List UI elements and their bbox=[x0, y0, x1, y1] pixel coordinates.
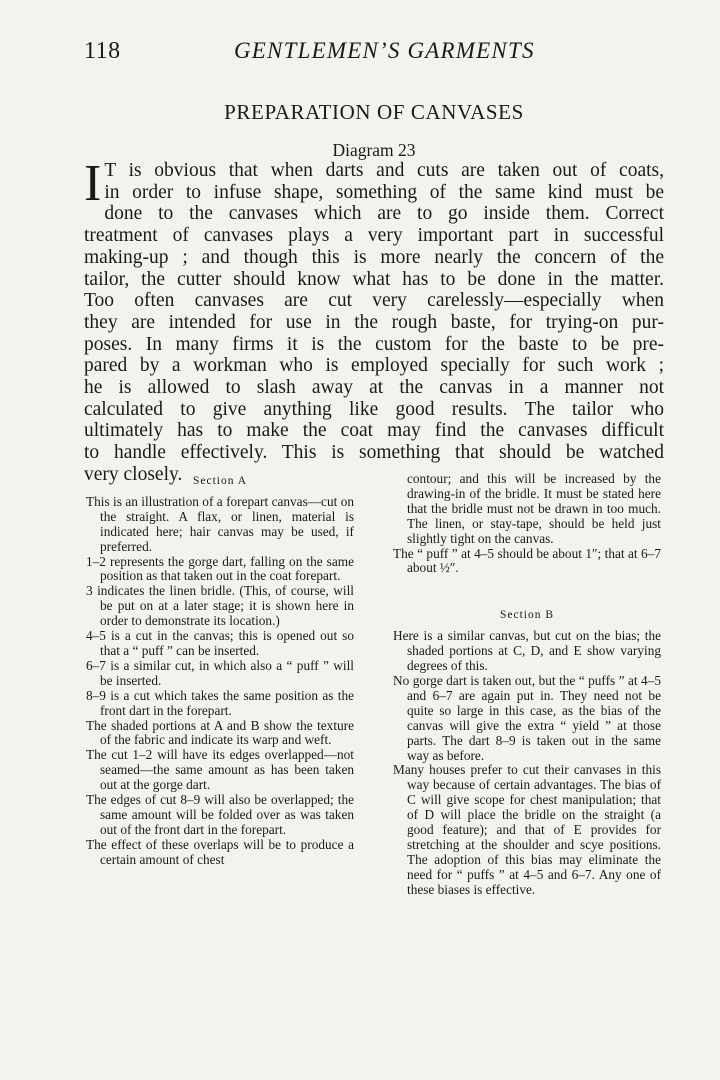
right-column bbox=[393, 472, 661, 898]
section-spacer bbox=[393, 576, 661, 606]
page-header bbox=[84, 38, 664, 64]
intro-line: they are intended for use in the rough baste, for trying-on pur- bbox=[84, 311, 664, 333]
section-b-paragraph: Here is a similar canvas, but cut on the bias; the shaded portions at C, D, and E show varying degrees of this. bbox=[393, 628, 661, 674]
intro-paragraph bbox=[84, 155, 664, 486]
section-a-continued-paragraph: contour; and this will be increased by the drawing-in of the bridle. It must be stated here that the bridle must not be drawn in too much. The linen, or stay-tape, should be held just slightly tight on the canvas. bbox=[407, 471, 661, 546]
section-a-paragraph: This is an illustration of a forepart canvas—cut on the straight. A flax, or linen, material is indicated here; hair canvas may be used, if preferred. bbox=[86, 493, 354, 554]
section-a-heading: Section A bbox=[192, 475, 248, 487]
section-a-paragraph: The cut 1–2 will have its edges overlapped—not seamed—the same amount as has been taken out at the gorge dart. bbox=[86, 747, 354, 793]
intro-line: he is allowed to slash away at the canvas in a manner not bbox=[84, 377, 664, 399]
section-a-paragraph: 8–9 is a cut which takes the same position as the front dart in the forepart. bbox=[86, 687, 354, 718]
intro-line: pared by a workman who is employed specially for such work ; bbox=[84, 355, 664, 377]
section-b-heading: Section B bbox=[499, 609, 555, 622]
section-title: PREPARATION OF CANVASES bbox=[224, 100, 524, 124]
section-a-paragraph: The edges of cut 8–9 will also be overlapped; the same amount will be folded over as was taken out of the front dart in the forepart. bbox=[86, 792, 354, 837]
section-b-paragraph: Many houses prefer to cut their canvases in this way because of certain advantages. The bias of C will give scope for chest manipulation; that of D will place the bridle on the straight (a good feature); and that of E provides for stretching at the shoulder and scye positions. The adoption of this bias may eliminate the need for “ puffs ” at 4–5 and 6–7. Any one of these biases is effective. bbox=[393, 762, 661, 897]
section-b-paragraph: No gorge dart is taken out, but the “ puffs ” at 4–5 and 6–7 are again put in. They need not be quite so large in this case, as the bias of the canvas will give the extra “ yield ” at those parts. The dart 8–9 is taken out in the same way as before. bbox=[393, 672, 661, 763]
left-column bbox=[86, 472, 354, 868]
section-a-paragraph: The shaded portions at A and B show the texture of the fabric and indicate its warp and weft. bbox=[86, 717, 354, 748]
intro-line: in order to infuse shape, something of the same kind must be bbox=[104, 181, 664, 203]
intro-line: making-up ; and though this is more nearly the concern of the bbox=[84, 246, 664, 268]
section-a-paragraph: 1–2 represents the gorge dart, falling on the same position as that taken out in the coat forepart. bbox=[86, 553, 354, 584]
drop-cap: I bbox=[84, 155, 102, 212]
section-a-paragraph: 6–7 is a similar cut, in which also a “ puff ” will be inserted. bbox=[86, 657, 354, 688]
intro-line: tailor, the cutter should know what has to be done in the matter. bbox=[84, 268, 664, 290]
intro-line: treatment of canvases plays a very important part in successful bbox=[84, 225, 664, 247]
running-title: GENTLEMEN’S GARMENTS bbox=[234, 38, 535, 63]
intro-line: poses. In many firms it is the custom for the baste to be pre- bbox=[84, 333, 664, 355]
intro-line: to handle effectively. This is something that should be watched bbox=[84, 442, 664, 464]
intro-line: Too often canvases are cut very carelessly—especially when bbox=[84, 290, 664, 312]
section-a-paragraph: The effect of these overlaps will be to produce a certain amount of chest bbox=[86, 836, 354, 867]
intro-line: ultimately has to make the coat may find the canvases difficult bbox=[84, 420, 664, 442]
page-number: 118 bbox=[84, 38, 121, 64]
intro-line: calculated to give anything like good results. The tailor who bbox=[84, 398, 664, 420]
section-a-continued-paragraph: The “ puff ” at 4–5 should be about 1″; that at 6–7 about ½″. bbox=[393, 545, 661, 576]
section-a-paragraph: 4–5 is a cut in the canvas; this is opened out so that a “ puff ” can be inserted. bbox=[86, 628, 354, 658]
section-a-paragraph: 3 indicates the linen bridle. (This, of course, will be put on at a later stage; it is shown here in order to demonstrate its location.) bbox=[86, 583, 354, 629]
intro-line: T is obvious that when darts and cuts are taken out of coats, bbox=[104, 160, 664, 181]
intro-line: done to the canvases which are to go inside them. Correct bbox=[104, 203, 664, 225]
diagram-label: Diagram 23 bbox=[332, 140, 416, 160]
intro-line: very closely. bbox=[84, 463, 183, 485]
